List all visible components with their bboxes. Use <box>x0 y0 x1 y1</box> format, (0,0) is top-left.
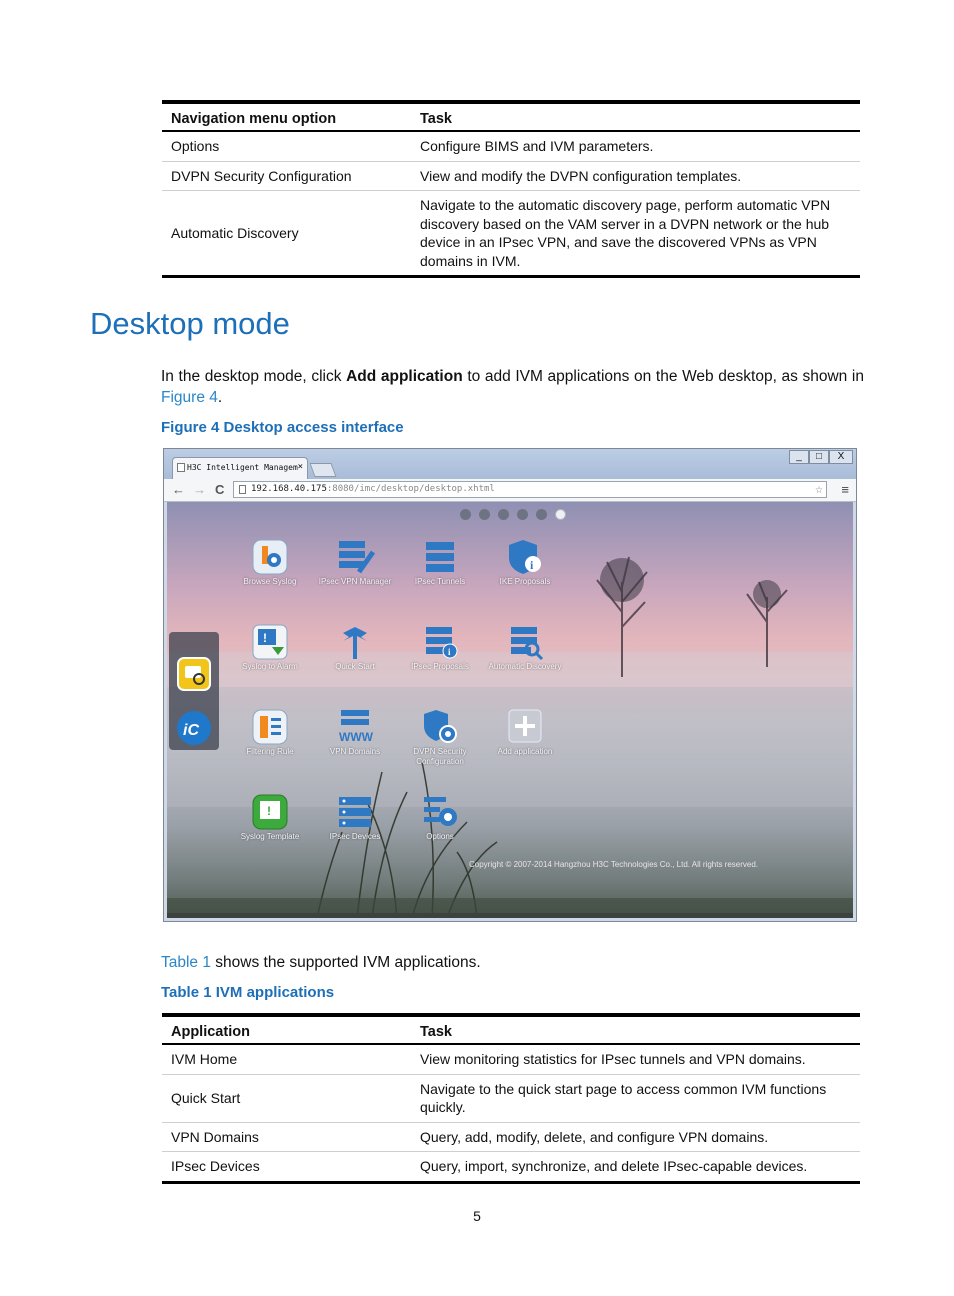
app-label: Syslog to Alarm <box>242 662 298 671</box>
app-label: IPsec Devices <box>329 832 381 841</box>
navigation-menu-table <box>162 100 860 278</box>
figure-caption: Figure 4 Desktop access interface <box>161 419 404 436</box>
browser-tab[interactable] <box>172 457 308 479</box>
page-dot[interactable] <box>517 509 528 520</box>
table-cell-application: IVM Home <box>162 1044 411 1074</box>
table-header-task: Task <box>411 1015 860 1044</box>
browse-syslog-icon <box>250 538 290 576</box>
page-dot[interactable] <box>460 509 471 520</box>
bookmark-star-icon[interactable]: ☆ <box>815 482 823 497</box>
new-tab-button[interactable] <box>309 463 336 477</box>
page-dot[interactable] <box>479 509 490 520</box>
web-desktop <box>167 502 853 918</box>
svg-text:iC: iC <box>183 722 199 739</box>
svg-text:i: i <box>448 647 451 657</box>
app-label: Add application <box>497 747 553 756</box>
table-row <box>162 1122 860 1152</box>
app-label: Automatic Discovery <box>488 662 562 671</box>
copyright-notice: Copyright © 2007-2014 Hangzhou H3C Technologies Co., Ltd. All rights reserved. <box>469 860 759 869</box>
table-header-application: Application <box>162 1015 411 1044</box>
app-options[interactable] <box>395 793 485 842</box>
browser-window <box>163 448 857 922</box>
vpn-domains-icon <box>335 708 375 746</box>
app-label: IPsec Proposals <box>411 662 469 671</box>
back-icon[interactable]: ← <box>172 482 185 497</box>
ipsec-devices-icon <box>335 793 375 831</box>
syslog-template-icon <box>250 793 290 831</box>
filtering-rule-icon <box>250 708 290 746</box>
dock-monitor-icon[interactable] <box>177 657 211 691</box>
app-add-application[interactable] <box>480 708 570 757</box>
page-favicon-icon <box>177 463 185 472</box>
app-automatic-discovery[interactable] <box>480 623 570 672</box>
section-title: Desktop mode <box>90 306 290 341</box>
app-label: IPsec VPN Manager <box>318 577 392 586</box>
app-ipsec-tunnels[interactable] <box>395 538 485 587</box>
ike-proposals-icon <box>505 538 545 576</box>
table-row <box>162 131 860 161</box>
svg-text:!: ! <box>263 631 267 645</box>
table-cell-application: Quick Start <box>162 1074 411 1122</box>
automatic-discovery-icon <box>505 623 545 661</box>
maximize-button[interactable]: □ <box>809 450 829 464</box>
table-cell-task: Navigate to the quick start page to access common IVM functions quickly. <box>411 1074 860 1122</box>
table-cell-task: View monitoring statistics for IPsec tunnels and VPN domains. <box>411 1044 860 1074</box>
svg-text:i: i <box>530 558 534 572</box>
desktop-bottom-bar <box>167 913 853 918</box>
table-cell-task: View and modify the DVPN configuration templates. <box>411 161 860 191</box>
table-cell-task: Navigate to the automatic discovery page, perform automatic VPN discovery based on the VAM server in a DVPN network or the hub device in an IPsec VPN, and save the discovered VPNs as VPN domains in IVM. <box>411 191 860 277</box>
options-icon <box>420 793 460 831</box>
tab-title: H3C Intelligent Managem <box>187 463 298 472</box>
quick-start-icon <box>335 623 375 661</box>
add-application-icon <box>505 708 545 746</box>
intro-bold-text: Add application <box>346 368 463 385</box>
app-label: VPN Domains <box>329 747 381 756</box>
app-filtering-rule[interactable] <box>225 708 315 757</box>
intro-text-2: to add IVM applications on the Web desktop, as shown in <box>462 368 864 385</box>
desktop-page-indicator[interactable] <box>460 507 574 525</box>
table-row <box>162 1044 860 1074</box>
app-vpn-domains[interactable] <box>310 708 400 757</box>
table-1-link[interactable]: Table 1 <box>161 954 211 971</box>
app-label: Browse Syslog <box>243 577 297 586</box>
svg-text:WWW: WWW <box>339 730 373 744</box>
table1-reference-text: shows the supported IVM applications. <box>210 954 481 971</box>
page-dot[interactable] <box>536 509 547 520</box>
page-icon <box>239 485 246 494</box>
table-cell-application: VPN Domains <box>162 1122 411 1152</box>
app-ipsec-proposals[interactable] <box>395 623 485 672</box>
side-dock <box>169 632 219 750</box>
app-ipsec-vpn-manager[interactable] <box>310 538 400 587</box>
app-ipsec-devices[interactable] <box>310 793 400 842</box>
app-dvpn-security-configuration[interactable] <box>395 708 485 767</box>
url-host: 192.168.40.175 <box>251 484 327 494</box>
table-cell-option: DVPN Security Configuration <box>162 161 411 191</box>
app-label: Quick Start <box>335 662 375 671</box>
page-dot-current[interactable] <box>555 509 566 520</box>
app-syslog-to-alarm[interactable] <box>225 623 315 672</box>
app-label: IPsec Tunnels <box>414 577 466 586</box>
figure-4-link[interactable]: Figure 4 <box>161 389 218 406</box>
minimize-button[interactable]: _ <box>789 450 809 464</box>
browser-titlebar <box>164 449 856 479</box>
page-dot[interactable] <box>498 509 509 520</box>
forward-icon[interactable]: → <box>193 482 206 497</box>
reload-icon[interactable]: C <box>215 482 225 497</box>
table-row <box>162 1152 860 1183</box>
ipsec-proposals-icon <box>420 623 460 661</box>
app-browse-syslog[interactable] <box>225 538 315 587</box>
table-cell-option: Options <box>162 131 411 161</box>
table-cell-option: Automatic Discovery <box>162 191 411 277</box>
table-cell-task: Configure BIMS and IVM parameters. <box>411 131 860 161</box>
app-ike-proposals[interactable] <box>480 538 570 587</box>
browser-toolbar <box>164 479 856 502</box>
ipsec-vpn-manager-icon <box>335 538 375 576</box>
app-label: Filtering Rule <box>246 747 294 756</box>
app-label: IKE Proposals <box>499 577 551 586</box>
table-cell-application: IPsec Devices <box>162 1152 411 1183</box>
svg-text:!: ! <box>267 804 271 818</box>
app-label: DVPN Security Configuration <box>413 747 467 766</box>
tab-close-icon[interactable]: × <box>297 462 303 472</box>
app-label: Options <box>426 832 454 841</box>
app-quick-start[interactable] <box>310 623 400 672</box>
browser-menu-icon[interactable]: ≡ <box>841 482 849 497</box>
table1-caption: Table 1 IVM applications <box>161 984 335 1001</box>
intro-paragraph <box>161 366 864 408</box>
syslog-to-alarm-icon <box>250 623 290 661</box>
table-row <box>162 161 860 191</box>
table-row <box>162 1074 860 1122</box>
close-window-button[interactable]: X <box>829 450 853 464</box>
dock-imc-icon[interactable] <box>177 711 211 745</box>
ipsec-tunnels-icon <box>420 538 460 576</box>
app-syslog-template[interactable] <box>225 793 315 842</box>
table-cell-task: Query, add, modify, delete, and configure VPN domains. <box>411 1122 860 1152</box>
table-row <box>162 191 860 277</box>
ivm-applications-table <box>162 1013 860 1184</box>
table1-reference-paragraph <box>161 952 864 973</box>
intro-end: . <box>217 389 223 406</box>
table-header-option: Navigation menu option <box>162 102 411 131</box>
intro-text: In the desktop mode, click <box>161 368 347 385</box>
address-bar[interactable] <box>233 481 827 498</box>
table-cell-task: Query, import, synchronize, and delete IPsec-capable devices. <box>411 1152 860 1183</box>
app-label: Syslog Template <box>240 832 300 841</box>
dvpn-security-icon <box>420 708 460 746</box>
url-path: :8080/imc/desktop/desktop.xhtml <box>326 484 495 494</box>
page-number: 5 <box>473 1208 481 1224</box>
table-header-task: Task <box>411 102 860 131</box>
